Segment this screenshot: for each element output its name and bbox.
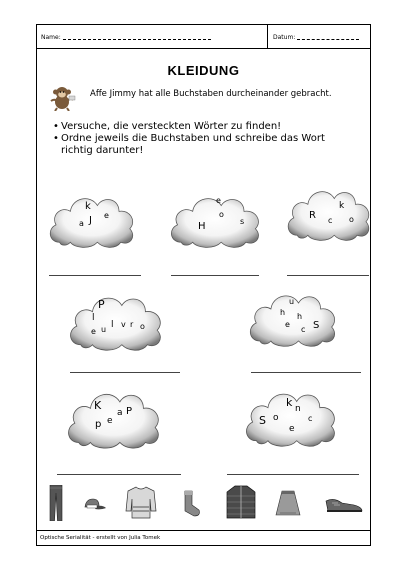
cloud-letter: k <box>286 396 293 409</box>
letter-cloud-2 <box>168 192 263 250</box>
header-bar <box>37 25 370 49</box>
letter-cloud-5 <box>247 289 339 349</box>
cloud-letter: u <box>289 297 295 306</box>
cloud-letter: H <box>198 221 206 232</box>
cloud-letter: e <box>285 320 290 329</box>
cloud-letter: o <box>219 210 224 219</box>
cloud-letter: c <box>328 216 333 225</box>
answer-line-6[interactable] <box>57 474 181 475</box>
name-field[interactable] <box>41 34 211 41</box>
cloud-letter: e <box>107 416 113 426</box>
page-title: KLEIDUNG <box>167 63 240 78</box>
jeans-icon <box>49 485 63 521</box>
header-divider <box>267 25 268 48</box>
name-label: Name: <box>41 34 61 41</box>
cloud-letter: e <box>91 327 96 336</box>
letter-cloud-7 <box>243 387 339 449</box>
instruction-item: • Ordne jeweils die Buchstaben und schreibe das Wort richtig darunter! <box>53 133 353 157</box>
cloud-letter: c <box>308 414 313 423</box>
letter-cloud-6 <box>65 387 163 451</box>
answer-line-3[interactable] <box>287 275 369 276</box>
footer: Optische Serialität - erstellt von Julia Tomek <box>37 530 370 546</box>
sock-icon <box>179 489 201 517</box>
cloud-letter: J <box>89 215 92 226</box>
cloud-letter: K <box>94 399 102 412</box>
cloud-letter: o <box>349 215 354 224</box>
cloud-letter: p <box>95 419 102 430</box>
cloud-letter: o <box>140 322 145 331</box>
answer-line-2[interactable] <box>171 275 259 276</box>
letter-cloud-1 <box>47 192 137 250</box>
shoe-icon <box>324 495 364 515</box>
clothing-strip <box>37 483 370 523</box>
cloud-letter: S <box>313 320 320 331</box>
cloud-letter: o <box>273 413 279 423</box>
jacket-icon <box>225 484 257 520</box>
cloud-letter: k <box>339 201 345 211</box>
sweater-icon <box>125 485 157 519</box>
cloud-letter: v <box>121 320 126 329</box>
cloud-letter: n <box>295 404 301 414</box>
cloud-letter: h <box>297 312 303 321</box>
cloud-letter: a <box>117 408 123 418</box>
letter-cloud-3 <box>285 185 373 243</box>
cloud-letter: P <box>98 298 105 311</box>
cloud-letter: a <box>79 219 84 228</box>
instruction-item: • Versuche, die versteckten Wörter zu finden! <box>53 121 353 133</box>
letter-cloud-4 <box>67 291 165 353</box>
answer-line-7[interactable] <box>227 474 359 475</box>
answer-line-4[interactable] <box>70 372 180 373</box>
monkey-icon <box>47 85 77 111</box>
cloud-letter: e <box>104 211 109 220</box>
cloud-letter: h <box>280 308 286 317</box>
cloud-letter: e <box>216 196 221 205</box>
date-label: Datum: <box>273 34 296 41</box>
date-line <box>297 39 359 40</box>
cloud-letter: S <box>259 414 266 427</box>
cloud-letter: s <box>240 217 245 226</box>
cloud-letter: P <box>126 406 133 417</box>
date-field[interactable] <box>273 34 359 41</box>
answer-line-5[interactable] <box>251 372 361 373</box>
cloud-letter: k <box>85 201 91 212</box>
cloud-letter: l <box>92 313 95 323</box>
name-line <box>63 39 211 40</box>
cloud-letter: c <box>301 325 306 334</box>
cloud-letter: e <box>289 424 295 434</box>
cloud-letter: l <box>111 320 114 330</box>
intro-text: Affe Jimmy hat alle Buchstaben durcheinander gebracht. <box>90 89 332 99</box>
instruction-list <box>53 121 353 157</box>
skirt-icon <box>275 489 301 517</box>
answer-line-1[interactable] <box>49 275 141 276</box>
cloud-letter: u <box>101 325 107 334</box>
cloud-letter: r <box>130 320 134 329</box>
cloud-letter: R <box>309 210 316 221</box>
worksheet-frame <box>36 24 371 546</box>
cap-icon <box>83 497 107 513</box>
